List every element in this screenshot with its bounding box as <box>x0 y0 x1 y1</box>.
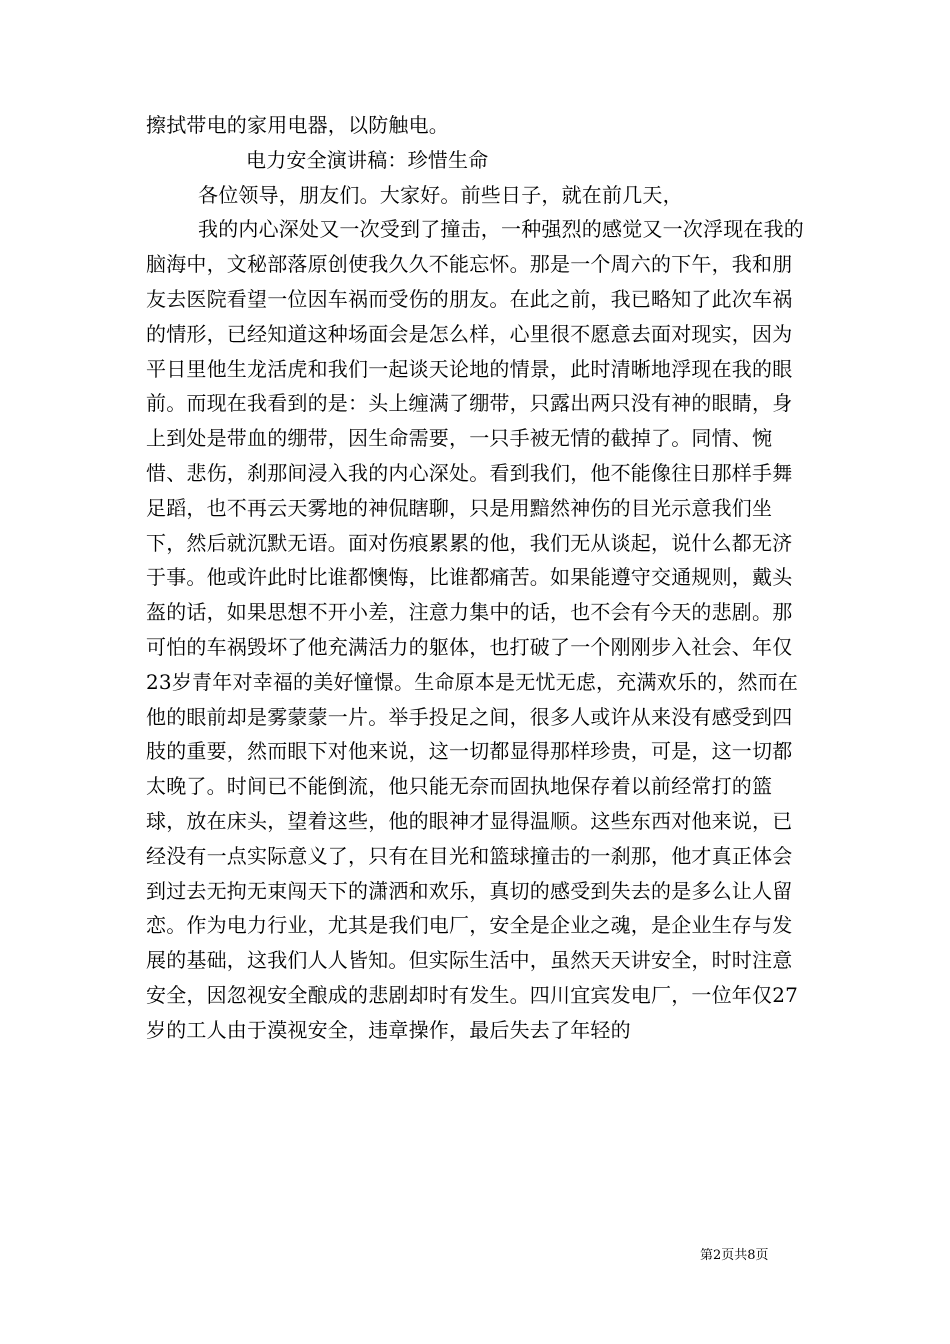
speech-title: 电力安全演讲稿：珍惜生命 <box>246 147 489 172</box>
page-number: 第2页共8页 <box>700 1248 769 1263</box>
greeting-line: 各位领导，朋友们。大家好。前些日子，就在前几天， <box>198 182 683 207</box>
lead-line: 擦拭带电的家用电器，以防触电。 <box>146 113 449 137</box>
body-paragraph: 我的内心深处又一次受到了撞击，一种强烈的感觉又一次浮现在我的脑海中，文秘部落原创使我久久不能忘怀。那是一个周六的下午，我和朋友去医院看望一位因车祸而受伤的朋友。在此之前，我已略知了此次车祸的情形，已经知道这种场面会是怎么样，心里很不愿意去面对现实，因为平日里他生龙活虎和我们一起谈天论地的情景，此时清晰地浮现在我的眼前。而现在我看到的是：头上缠满了绷带，只露出两只没有神的眼睛，身上到处是带血的绷带，因生命需要，一只手被无情的截掉了。同情、惋惜、悲伤，刹那间浸入我的内心深处。看到我们，他不能像往日那样手舞足蹈，也不再云天雾地的神侃瞎聊，只是用黯然神伤的目光示意我们坐下，然后就沉默无语。面对伤痕累累的他，我们无从谈起，说什么都无济于事。他或许此时比谁都懊悔，比谁都痛苦。如果能遵守交通规则，戴头盔的话，如果思想不开小差，注意力集中的话，也不会有今天的悲剧。那可怕的车祸毁坏了他充满活力的躯体，也打破了一个刚刚步入社会、年仅23岁青年对幸福的美好憧憬。生命原本是无忧无虑，充满欢乐的，然而在他的眼前却是雾蒙蒙一片。举手投足之间，很多人或许从来没有感受到四肢的重要，然而眼下对他来说，这一切都显得那样珍贵，可是，这一切都太晚了。时间已不能倒流，他只能无奈而固执地保存着以前经常打的篮球，放在床头，望着这些，他的眼神才显得温顺。这些东西对他来说，已经没有一点实际意义了，只有在目光和篮球撞击的一刹那，他才真正体会到过去无拘无束闯天下的潇洒和欢乐，真切的感受到失去的是多么让人留恋。作为电力行业，尤其是我们电厂，安全是企业之魂，是企业生存与发展的基础，这我们人人皆知。但实际生活中，虽然天天讲安全，时时注意安全，因忽视安全酿成的悲剧却时有发生。四川宜宾发电厂，一位年仅27岁的工人由于漠视安全，违章操作，最后失去了年轻的 <box>146 217 804 1042</box>
document-body <box>146 108 810 1048</box>
